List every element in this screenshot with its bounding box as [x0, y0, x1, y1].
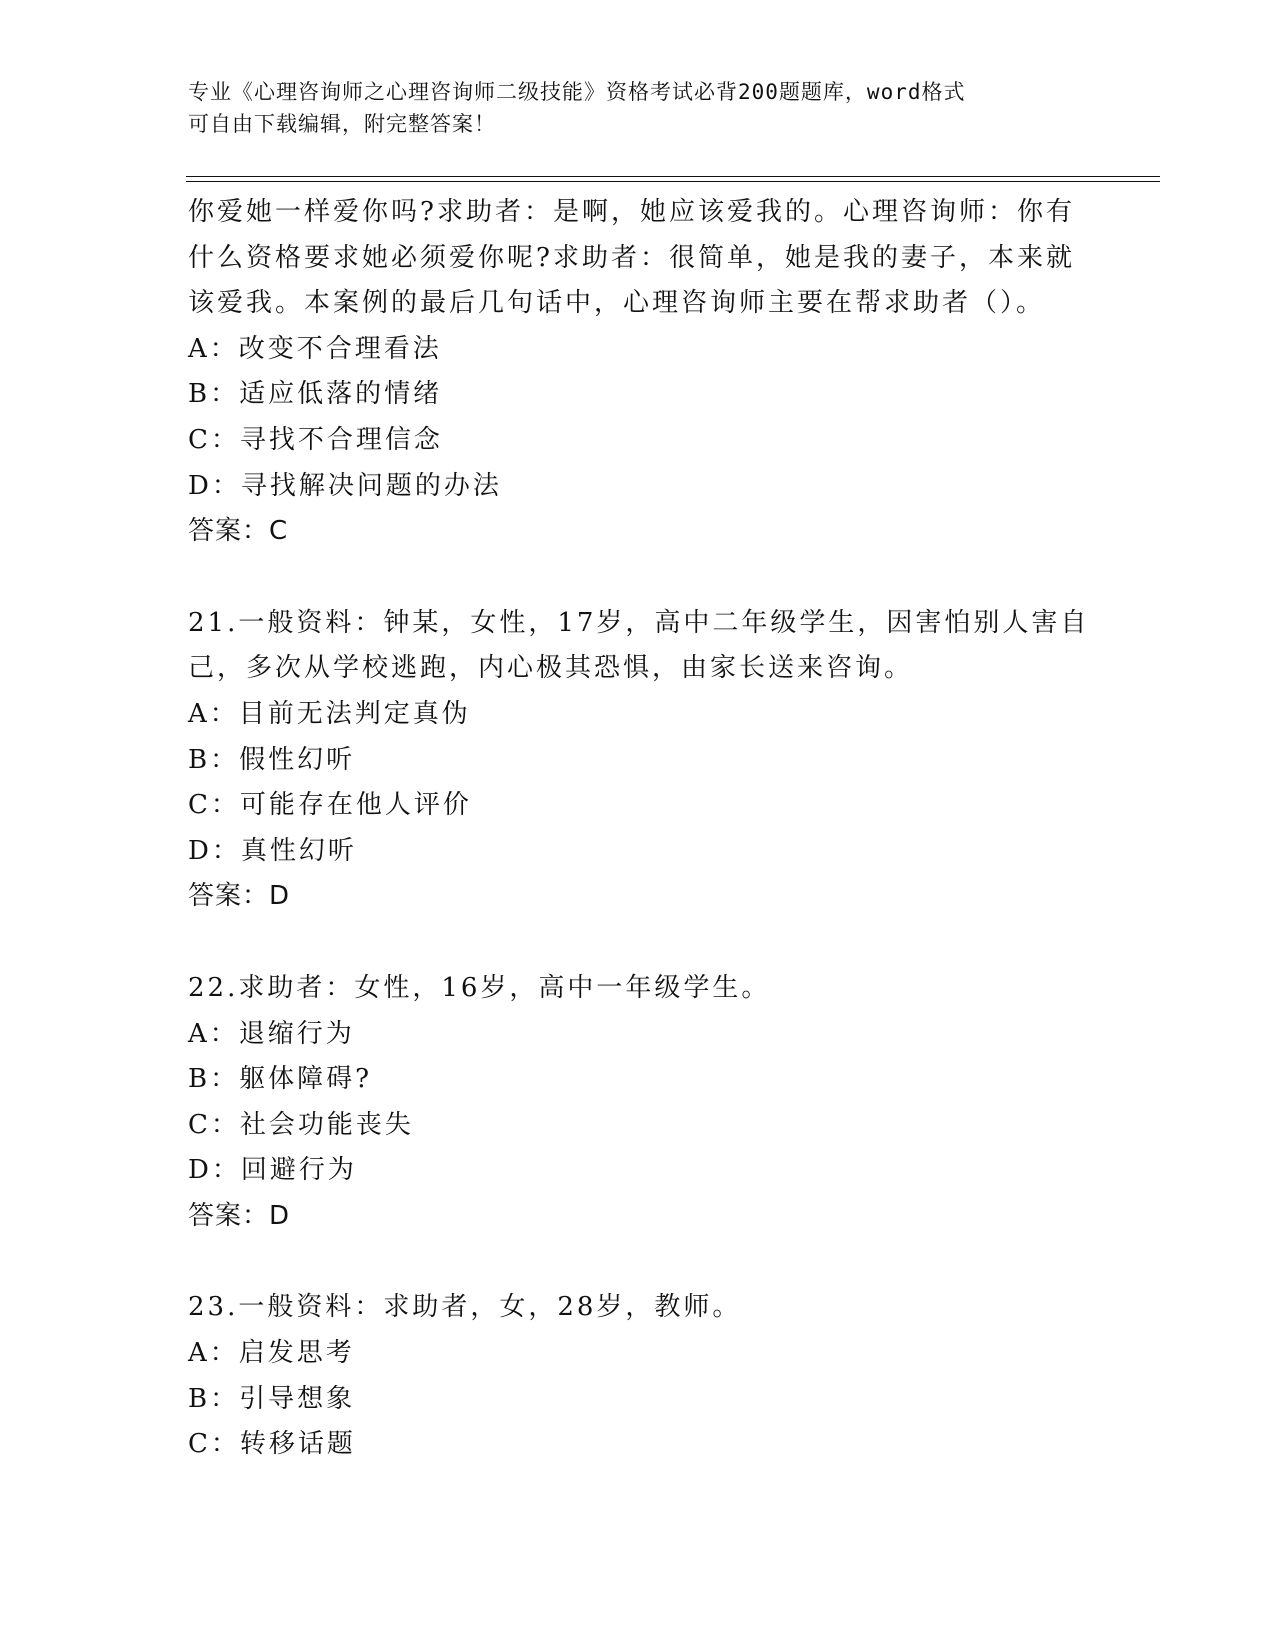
option-a: A：退缩行为 — [188, 1018, 355, 1049]
option-b: B：假性幻听 — [188, 744, 356, 775]
document-header — [188, 76, 1088, 140]
header-line-1: 专业《心理咨询师之心理咨询师二级技能》资格考试必背200题题库，word格式 — [188, 80, 966, 104]
header-line-2: 可自由下载编辑，附完整答案！ — [188, 112, 496, 136]
option-d: D：寻找解决问题的办法 — [188, 470, 502, 501]
option-b: B：引导想象 — [188, 1383, 356, 1414]
question-22 — [188, 966, 1088, 1240]
question-stem-line: 你爱她一样爱你吗?求助者：是啊，她应该爱我的。心理咨询师：你有 — [188, 197, 1075, 227]
question-21 — [188, 601, 1088, 920]
question-stem-line: 什么资格要求她必须爱你呢?求助者：很简单，她是我的妻子，本来就 — [188, 242, 1075, 273]
answer-line: 答案：C — [188, 516, 289, 547]
option-a: A：目前无法判定真伪 — [188, 698, 471, 729]
answer-line: 答案：D — [188, 881, 291, 912]
question-stem-line: 22.求助者：女性，16岁，高中一年级学生。 — [188, 972, 771, 1003]
option-a: A：改变不合理看法 — [188, 333, 442, 364]
option-c: C：社会功能丧失 — [188, 1109, 414, 1140]
option-a: A：启发思考 — [188, 1338, 355, 1369]
question-stem-line: 己，多次从学校逃跑，内心极其恐惧，由家长送来咨询。 — [188, 653, 914, 684]
answer-line: 答案：D — [188, 1200, 291, 1231]
question-20 — [188, 190, 1088, 555]
header-divider-top — [186, 176, 1160, 177]
question-23 — [188, 1285, 1088, 1467]
option-b: B：躯体障碍? — [188, 1064, 373, 1095]
option-c: C：可能存在他人评价 — [188, 790, 472, 821]
question-stem-line: 21.一般资料：钟某，女性，17岁，高中二年级学生，因害怕别人害自 — [188, 607, 1090, 638]
question-list — [188, 190, 1088, 1468]
option-c: C：转移话题 — [188, 1429, 356, 1460]
option-d: D：回避行为 — [188, 1155, 357, 1186]
question-stem-line: 23.一般资料：求助者，女，28岁，教师。 — [188, 1292, 742, 1323]
option-b: B：适应低落的情绪 — [188, 379, 443, 410]
question-stem-line: 该爱我。本案例的最后几句话中，心理咨询师主要在帮求助者（）。 — [188, 288, 1046, 319]
option-c: C：寻找不合理信念 — [188, 424, 443, 455]
option-d: D：真性幻听 — [188, 835, 357, 866]
header-divider-bottom — [186, 181, 1160, 182]
